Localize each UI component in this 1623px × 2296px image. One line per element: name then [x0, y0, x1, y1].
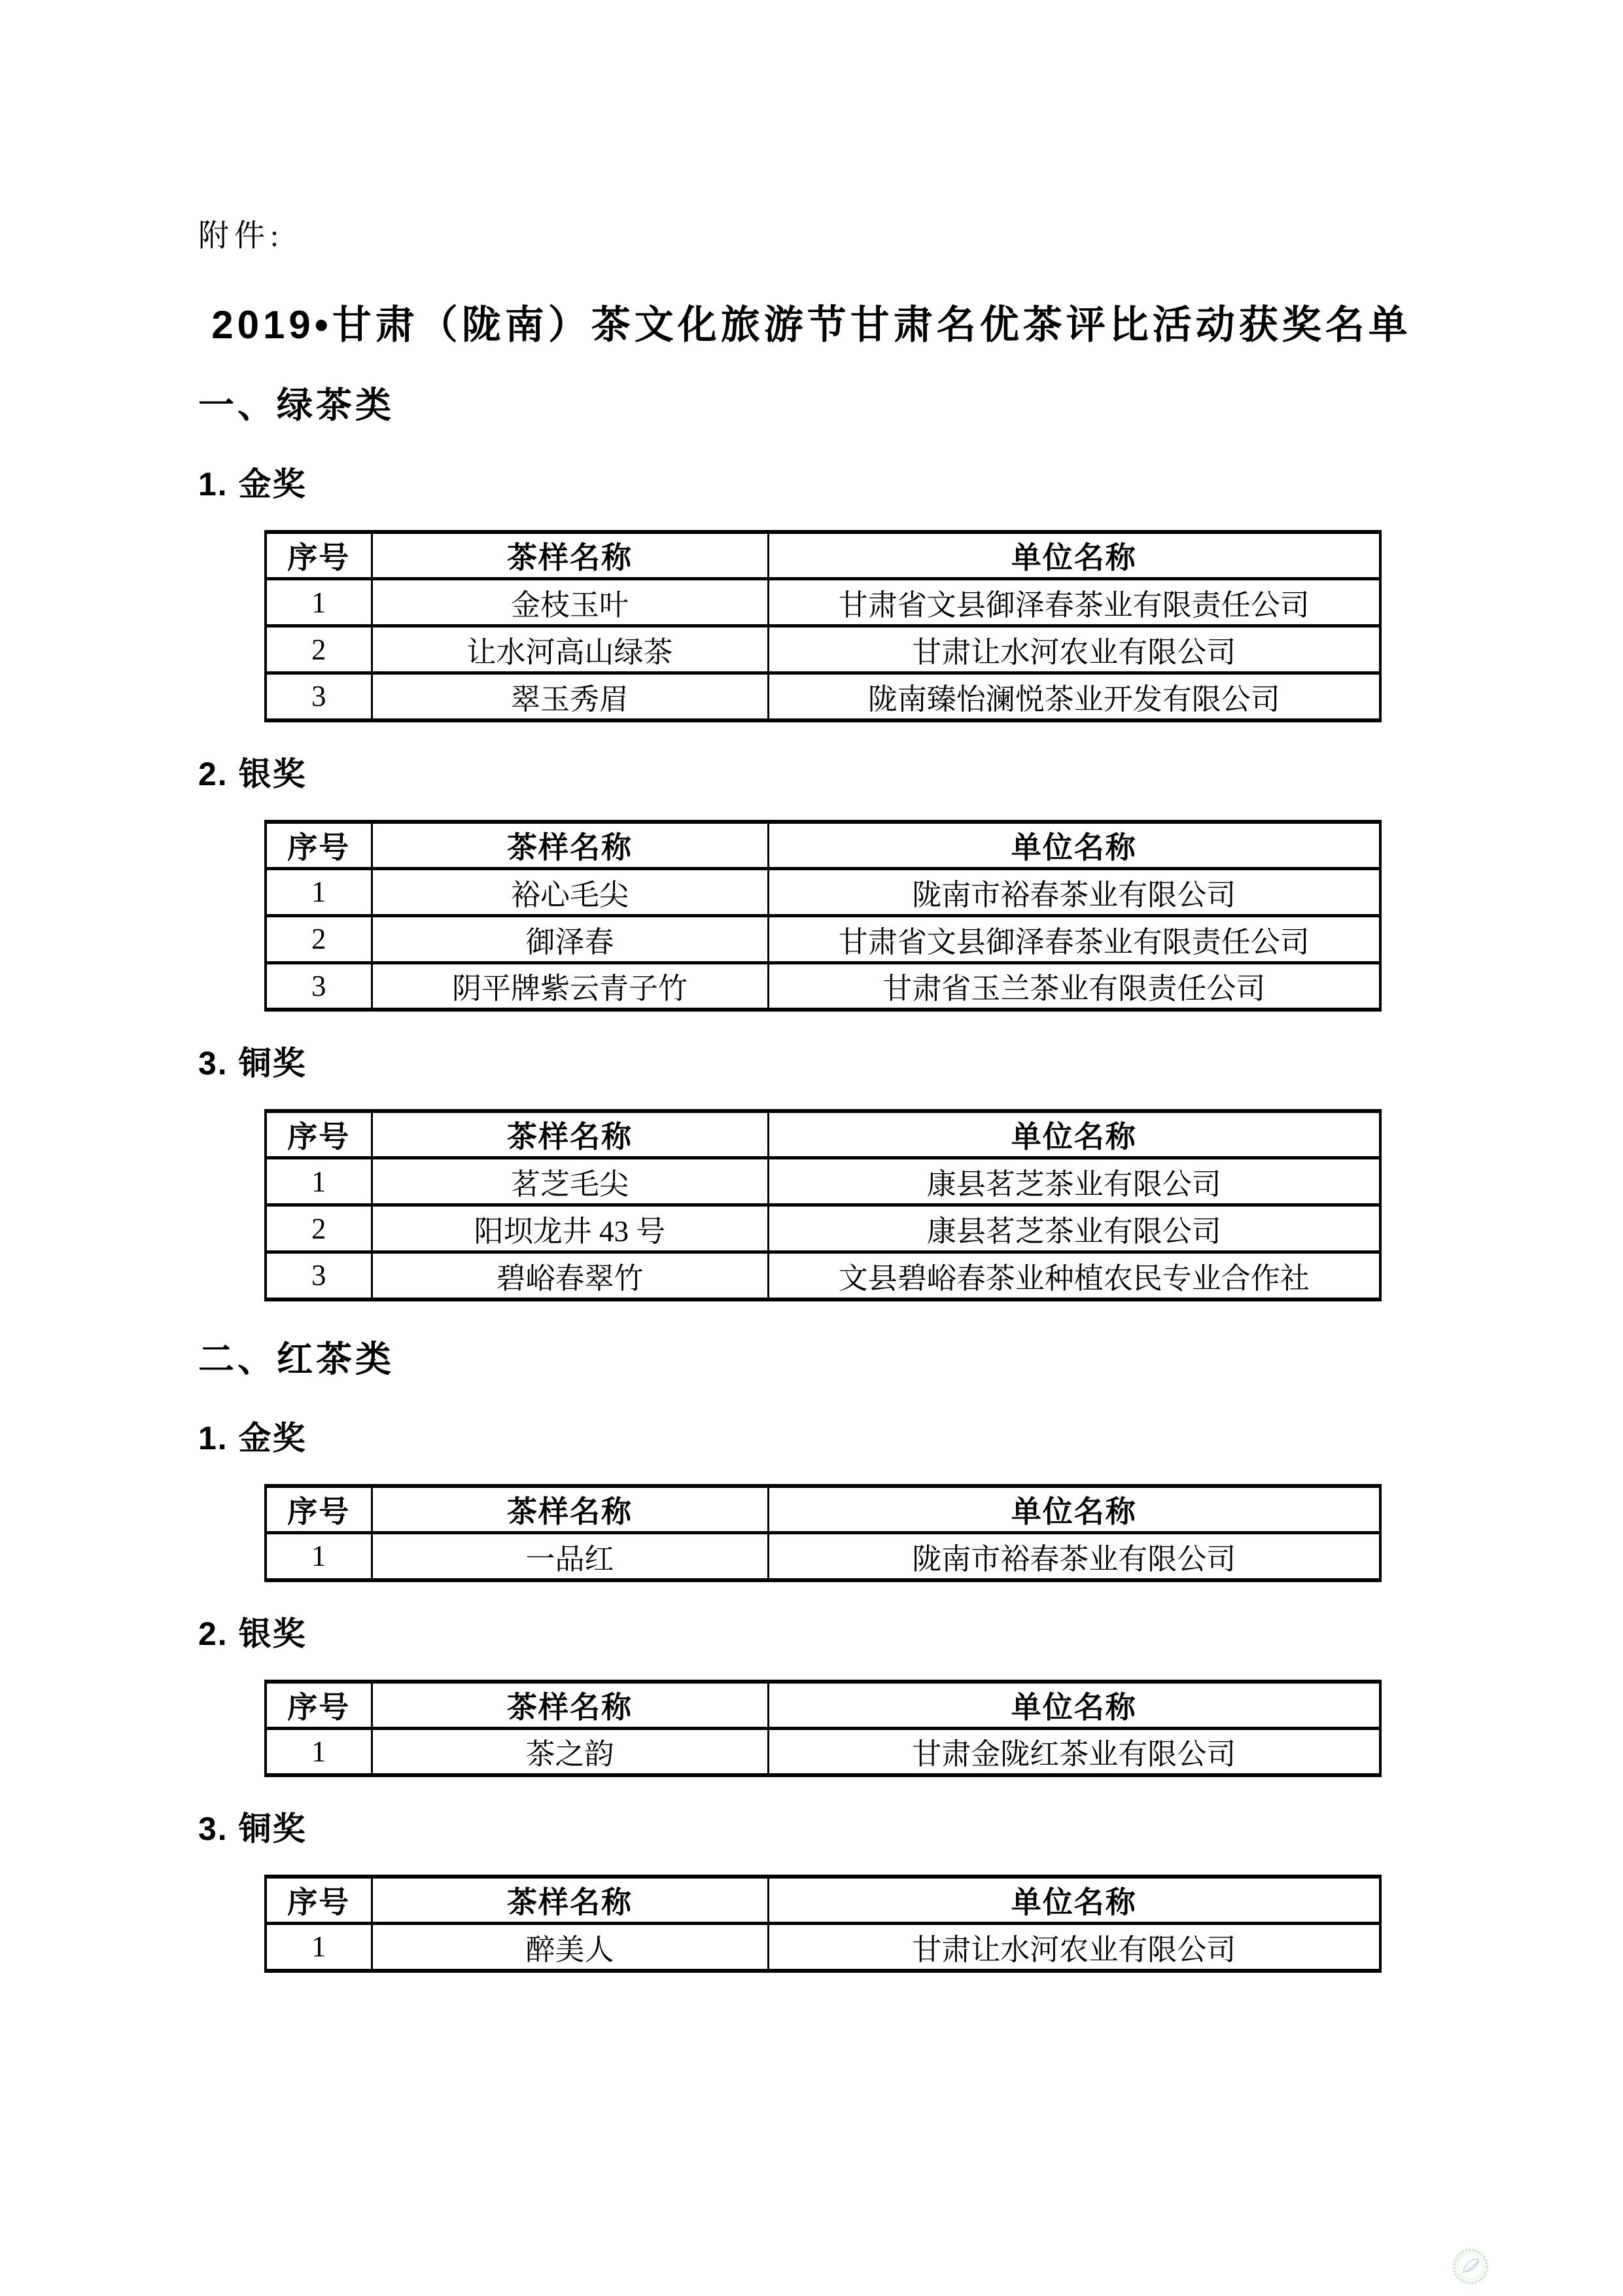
award-heading: 1. 金奖 [198, 1420, 307, 1457]
cell-index: 3 [266, 963, 372, 1010]
table-body [266, 579, 1380, 720]
category-heading: 一、绿茶类 [198, 384, 395, 425]
award-heading: 3. 铜奖 [198, 1810, 307, 1848]
cell-tea-name: 让水河高山绿茶 [372, 626, 768, 673]
table-row [266, 915, 1380, 963]
cell-unit-name: 陇南市裕春茶业有限公司 [768, 1533, 1380, 1580]
col-header-index: 序号 [266, 1486, 372, 1533]
leaf-seal-icon [1452, 2248, 1489, 2285]
page-title: 2019•甘肃（陇南）茶文化旅游节甘肃名优茶评比活动获奖名单 [211, 302, 1412, 347]
col-header-unit-name: 单位名称 [768, 822, 1380, 869]
award-group [0, 1811, 1623, 1973]
col-header-unit-name: 单位名称 [768, 1111, 1380, 1158]
cell-tea-name: 醉美人 [372, 1924, 768, 1971]
tea-category-section [0, 1339, 1623, 1973]
table-body [266, 1158, 1380, 1299]
award-heading: 1. 金奖 [198, 466, 307, 503]
cell-index: 1 [266, 868, 372, 915]
cell-index: 1 [266, 1533, 372, 1580]
cell-tea-name: 翠玉秀眉 [372, 673, 768, 720]
cell-unit-name: 陇南臻怡澜悦茶业开发有限公司 [768, 673, 1380, 720]
cell-unit-name: 陇南市裕春茶业有限公司 [768, 868, 1380, 915]
table-row [266, 868, 1380, 915]
col-header-tea-name: 茶样名称 [372, 1111, 768, 1158]
cell-tea-name: 碧峪春翠竹 [372, 1252, 768, 1299]
cell-unit-name: 甘肃让水河农业有限公司 [768, 626, 1380, 673]
table-body [266, 1533, 1380, 1580]
table-row [266, 673, 1380, 720]
table-header-row [266, 1111, 1380, 1158]
table-row [266, 626, 1380, 673]
cell-index: 2 [266, 915, 372, 963]
award-heading: 2. 银奖 [198, 755, 307, 792]
table-row [266, 963, 1380, 1010]
table-body [266, 1924, 1380, 1971]
col-header-tea-name: 茶样名称 [372, 1682, 768, 1729]
cell-index: 1 [266, 579, 372, 626]
awards-container [0, 1421, 1623, 1973]
table-header-row [266, 1877, 1380, 1924]
table-row [266, 1205, 1380, 1252]
cell-index: 1 [266, 1158, 372, 1205]
cell-index: 1 [266, 1924, 372, 1971]
cell-unit-name: 甘肃金陇红茶业有限公司 [768, 1728, 1380, 1775]
cell-tea-name: 裕心毛尖 [372, 868, 768, 915]
award-heading: 2. 银奖 [198, 1615, 307, 1652]
cell-unit-name: 甘肃省文县御泽春茶业有限责任公司 [768, 579, 1380, 626]
cell-tea-name: 金枝玉叶 [372, 579, 768, 626]
award-table [264, 530, 1382, 722]
cell-index: 3 [266, 673, 372, 720]
col-header-index: 序号 [266, 822, 372, 869]
category-heading: 二、红茶类 [198, 1338, 395, 1379]
col-header-unit-name: 单位名称 [768, 532, 1380, 579]
cell-unit-name: 康县茗芝茶业有限公司 [768, 1158, 1380, 1205]
table-body [266, 868, 1380, 1010]
table-header-row [266, 532, 1380, 579]
award-table [264, 1680, 1382, 1778]
award-table [264, 820, 1382, 1012]
award-heading: 3. 铜奖 [198, 1045, 307, 1082]
table-row [266, 1252, 1380, 1299]
award-group [0, 1046, 1623, 1301]
attachment-label: 附件: [198, 219, 285, 253]
award-table [264, 1875, 1382, 1973]
cell-tea-name: 阴平牌紫云青子竹 [372, 963, 768, 1010]
cell-unit-name: 甘肃省玉兰茶业有限责任公司 [768, 963, 1380, 1010]
col-header-index: 序号 [266, 1682, 372, 1729]
leaf-seal-watermark [1452, 2248, 1489, 2285]
cell-unit-name: 康县茗芝茶业有限公司 [768, 1205, 1380, 1252]
award-table [264, 1109, 1382, 1301]
award-group [0, 467, 1623, 722]
col-header-tea-name: 茶样名称 [372, 1877, 768, 1924]
cell-tea-name: 一品红 [372, 1533, 768, 1580]
cell-index: 2 [266, 1205, 372, 1252]
col-header-unit-name: 单位名称 [768, 1486, 1380, 1533]
col-header-tea-name: 茶样名称 [372, 532, 768, 579]
award-group [0, 1616, 1623, 1778]
cell-tea-name: 阳坝龙井 43 号 [372, 1205, 768, 1252]
col-header-unit-name: 单位名称 [768, 1877, 1380, 1924]
col-header-index: 序号 [266, 532, 372, 579]
table-header-row [266, 822, 1380, 869]
cell-tea-name: 茶之韵 [372, 1728, 768, 1775]
awards-container [0, 467, 1623, 1301]
cell-index: 2 [266, 626, 372, 673]
table-row [266, 579, 1380, 626]
cell-unit-name: 文县碧峪春茶业种植农民专业合作社 [768, 1252, 1380, 1299]
table-header-row [266, 1486, 1380, 1533]
tea-category-section [0, 385, 1623, 1301]
table-row [266, 1533, 1380, 1580]
col-header-index: 序号 [266, 1111, 372, 1158]
cell-unit-name: 甘肃让水河农业有限公司 [768, 1924, 1380, 1971]
col-header-index: 序号 [266, 1877, 372, 1924]
award-table [264, 1484, 1382, 1582]
cell-index: 3 [266, 1252, 372, 1299]
cell-tea-name: 御泽春 [372, 915, 768, 963]
award-group [0, 756, 1623, 1012]
table-header-row [266, 1682, 1380, 1729]
table-body [266, 1728, 1380, 1775]
cell-index: 1 [266, 1728, 372, 1775]
table-row [266, 1924, 1380, 1971]
col-header-tea-name: 茶样名称 [372, 1486, 768, 1533]
award-group [0, 1421, 1623, 1582]
col-header-unit-name: 单位名称 [768, 1682, 1380, 1729]
table-row [266, 1728, 1380, 1775]
cell-tea-name: 茗芝毛尖 [372, 1158, 768, 1205]
sections-container [0, 385, 1623, 1973]
table-row [266, 1158, 1380, 1205]
cell-unit-name: 甘肃省文县御泽春茶业有限责任公司 [768, 915, 1380, 963]
col-header-tea-name: 茶样名称 [372, 822, 768, 869]
